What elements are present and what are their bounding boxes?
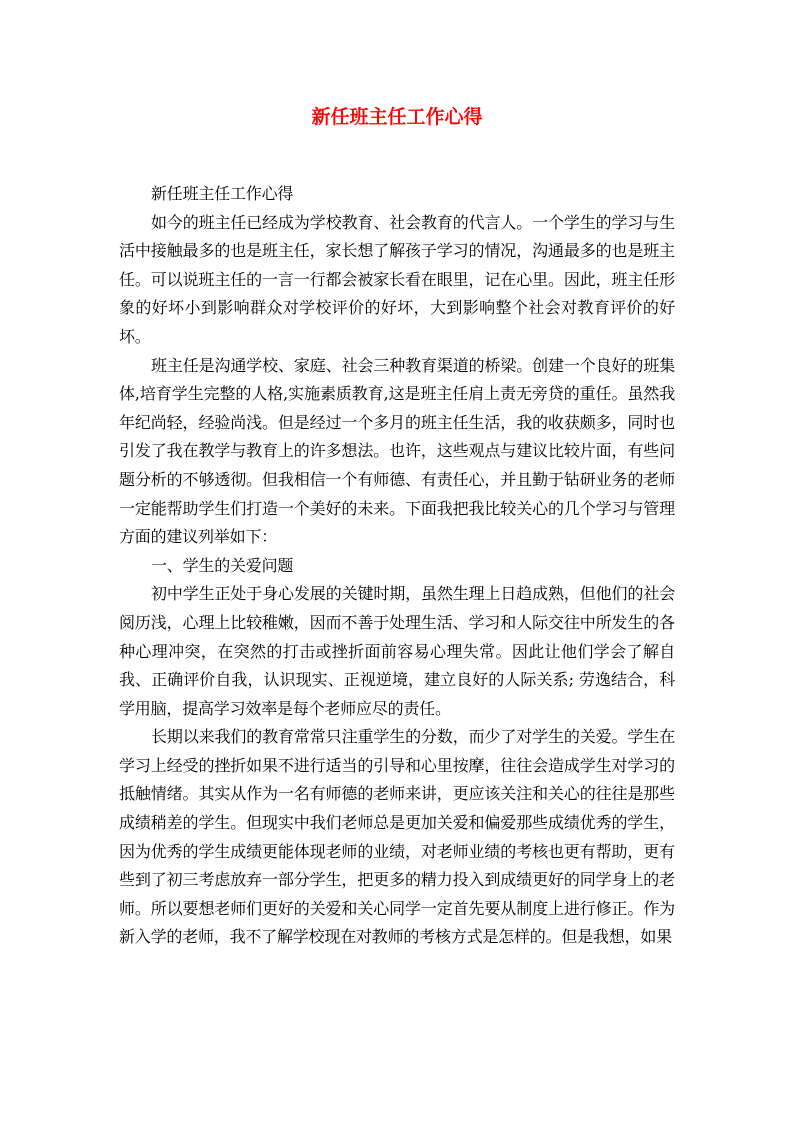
- document-title: 新任班主任工作心得: [311, 106, 483, 128]
- body-paragraph: 如今的班主任已经成为学校教育、社会教育的代言人。一个学生的学习与生活中接触最多的也是班主任，家长想了解孩子学习的情况，沟通最多的也是班主任。可以说班主任的一言一行都会被家长看在眼里，记在心里。因此，班主任形象的好坏小到影响群众对学校评价的好坏，大到影响整个社会对教育评价的好坏。: [119, 212, 675, 346]
- document-body: [119, 180, 675, 952]
- body-paragraph: 长期以来我们的教育常常只注重学生的分数，而少了对学生的关爱。学生在学习上经受的挫折如果不进行适当的引导和心里按摩，往往会造成学生对学习的抵触情绪。其实从作为一名有师德的老师来讲，更应该关注和关心的往往是那些成绩稍差的学生。但现实中我们老师总是更加关爱和偏爱那些成绩优秀的学生，因为优秀的学生成绩更能体现老师的业绩，对老师业绩的考核也更有帮助，更有些到了初三考虑放弃一部分学生，把更多的精力投入到成绩更好的同学身上的老师。所以要想老师们更好的关爱和关心同学一定首先要从制度上进行修正。作为新入学的老师，我不了解学校现在对教师的考核方式是怎样的。但是我想，如果: [119, 727, 675, 947]
- body-paragraph: 初中学生正处于身心发展的关键时期，虽然生理上日趋成熟，但他们的社会阅历浅，心理上比较稚嫩，因而不善于处理生活、学习和人际交往中所发生的各种心理冲突，在突然的打击或挫折面前容易心理失常。因此让他们学会了解自我、正确评价自我，认识现实、正视逆境，建立良好的人际关系; 劳逸结合，科学用脑，提高学习效率是每个老师应尽的责任。: [119, 584, 675, 718]
- body-paragraph: 班主任是沟通学校、家庭、社会三种教育渠道的桥梁。创建一个良好的班集体,培育学生完整的人格,实施素质教育,这是班主任肩上责无旁贷的重任。虽然我年纪尚轻，经验尚浅。但是经过一个多月的班主任生活，我的收获颇多，同时也引发了我在教学与教育上的许多想法。也许，这些观点与建议比较片面，有些问题分析的不够透彻。但我相信一个有师德、有责任心，并且勤于钻研业务的老师一定能帮助学生们打造一个美好的未来。下面我把我比较关心的几个学习与管理方面的建议列举如下：: [119, 355, 675, 547]
- subtitle-paragraph: 新任班主任工作心得: [151, 184, 294, 203]
- section-heading: 一、学生的关爱问题: [151, 555, 294, 575]
